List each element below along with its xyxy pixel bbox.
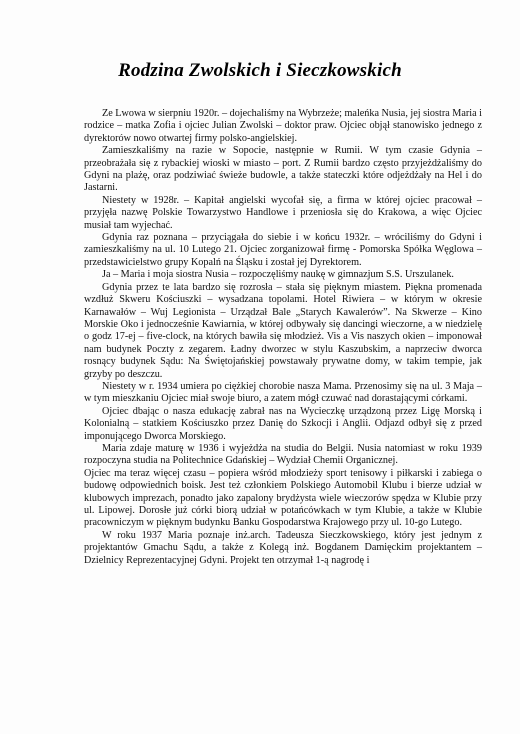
paragraph: Gdynia raz poznana – przyciągała do siebie i w końcu 1932r. – wróciliśmy do Gdyni i zamieszkaliśmy na ul. 10 Lutego 21. Ojciec zorganizował firmę - Pomorska Spółka Węglowa – przedstawicielstwo grupy Kopalń na Śląsku i został jej Dyrektorem. xyxy=(84,232,482,268)
paragraph: Maria zdaje maturę w 1936 i wyjeżdża na studia do Belgii. Nusia natomiast w roku 1939 rozpoczyna studia na Politechnice Gdańskiej – Wydział Chemii Organicznej. xyxy=(84,442,482,467)
paragraph: Ja – Maria i moja siostra Nusia – rozpoczęliśmy naukę w gimnazjum S.S. Urszulanek. xyxy=(102,269,454,281)
paragraph: Ojciec dbając o nasza edukację zabrał nas na Wycieczkę urządzoną przez Ligę Morską i Kolonialną – statkiem Kościuszko przez Danię do Szkocji i Anglii. Odjazd odbył się z przed imponującego Dworca Morskiego. xyxy=(84,405,482,442)
paragraph: Zamieszkaliśmy na razie w Sopocie, następnie w Rumii. W tym czasie Gdynia – przeobrażała się z rybackiej wioski w miasto – port. Z Rumii bardzo często przyjeżdżaliśmy do Gdyni na plażę, oraz podziwiać świeże budowle, a także stateczki które odjeżdżały na Hel i do Jastarni. xyxy=(84,145,482,194)
document-body xyxy=(84,108,482,567)
paragraph: Ze Lwowa w sierpniu 1920r. – dojechaliśmy na Wybrzeże; maleńka Nusia, jej siostra Maria i rodzice – matka Zofia i ojciec Julian Zwolski – doktor praw. Ojciec objął stanowisko jednego z dyrektorów nowo otwartej firmy polsko-angielskiej. xyxy=(84,108,482,144)
paragraph: W roku 1937 Maria poznaje inż.arch. Tadeusza Sieczkowskiego, który jest jednym z projektantów Gmachu Sądu, a także z Kolegą inż. Bogdanem Damięckim projektantem – Dzielnicy Reprezentacyjnej Gdyni. Projekt ten otrzymał 1-ą nagrodę i xyxy=(84,529,482,566)
paragraph: Ojciec ma teraz więcej czasu – popiera wśród młodzieży sport tenisowy i piłkarski i zabiega o budowę odpowiednich boisk. Jest też członkiem Polskiego Automobil Klubu i bierze udział w klubowych imprezach, ponadto jako zapalony brydżysta wiele wieczorów spędza w Klubie przy ul. Lipowej. Dorosłe już córki biorą udział w potańcówkach w tym Klubie, a także w Klubie pracowniczym w pięknym budynku Banku Gospodarstwa Krajowego przy ul. 10-go Lutego. xyxy=(84,467,482,529)
paragraph: Niestety w r. 1934 umiera po ciężkiej chorobie nasza Mama. Przenosimy się na ul. 3 Maja – w tym mieszkaniu Ojciec miał swoje biuro, a zatem mógł czuwać nad dorastającymi córkami. xyxy=(84,380,482,405)
page-title: Rodzina Zwolskich i Sieczkowskich xyxy=(118,60,402,81)
paragraph: Niestety w 1928r. – Kapitał angielski wycofał się, a firma w której ojciec pracował – przyjęła nazwę Polskie Towarzystwo Handlowe i przeniosła się do Krakowa, a więc Ojciec musiał tam wyjechać. xyxy=(84,194,482,231)
paragraph: Gdynia przez te lata bardzo się rozrosła – stała się pięknym miastem. Piękna promenada wzdłuż Skweru Kościuszki – wysadzana topolami. Hotel Riwiera – w którym w okresie Karnawałów – Wuj Legionista – Urządzał Bale „Starych Kawalerów”. Na Skwerze – Kino Morskie Oko i jednocześnie Kawiarnia, w której odbywały się dancingi wieczorne, a w niedzielę o godz 17-ej – five-clock, na których bawiła się młodzież. Vis a Vis naszych okien – imponował nam budynek Poczty z zegarem. Ładny dworzec w stylu Kaszubskim, a naprzeciw dworca rosnący budynek Sądu: Na Świętojańskiej powstawały prywatne domy, w takim tempie, jak grzyby po deszczu. xyxy=(84,281,482,380)
